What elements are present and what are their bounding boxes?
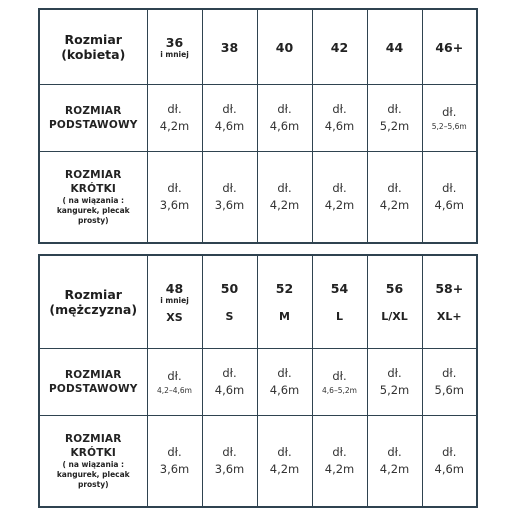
- men-size-cell: 50 S: [202, 255, 257, 349]
- men-basic-value: dł. 4,6m: [257, 349, 312, 416]
- men-basic-value: dł. 4,2–4,6m: [147, 349, 202, 416]
- men-basic-row: [39, 349, 477, 416]
- men-size-table: [38, 254, 478, 508]
- men-basic-value: dł. 5,2m: [367, 349, 422, 416]
- women-size-cell: 42: [312, 9, 367, 85]
- women-short-value: dł. 4,2m: [257, 152, 312, 244]
- men-basic-label: ROZMIAR PODSTAWOWY: [39, 349, 147, 416]
- men-size-cell: 54 L: [312, 255, 367, 349]
- men-short-value: dł. 4,2m: [312, 416, 367, 508]
- women-basic-value: dł. 4,6m: [202, 85, 257, 152]
- men-short-label: ROZMIAR KRÓTKI ( na wiązania : kangurek, plecak prosty): [39, 416, 147, 508]
- women-short-label: ROZMIAR KRÓTKI ( na wiązania : kangurek, plecak prosty): [39, 152, 147, 244]
- women-basic-value: dł. 4,2m: [147, 85, 202, 152]
- women-basic-value: dł. 4,6m: [257, 85, 312, 152]
- men-short-value: dł. 3,6m: [202, 416, 257, 508]
- men-basic-value: dł. 5,6m: [422, 349, 477, 416]
- women-size-cell: 46+: [422, 9, 477, 85]
- women-basic-value: dł. 4,6m: [312, 85, 367, 152]
- men-short-value: dł. 4,2m: [367, 416, 422, 508]
- men-size-cell: 52 M: [257, 255, 312, 349]
- men-header-label: Rozmiar (mężczyzna): [39, 255, 147, 349]
- women-header-label: Rozmiar (kobieta): [39, 9, 147, 85]
- women-short-row: [39, 152, 477, 244]
- women-short-value: dł. 4,2m: [367, 152, 422, 244]
- women-size-cell: 38: [202, 9, 257, 85]
- women-basic-row: [39, 85, 477, 152]
- men-size-cell: 56 L/XL: [367, 255, 422, 349]
- men-size-cell: 58+ XL+: [422, 255, 477, 349]
- women-size-cell: 40: [257, 9, 312, 85]
- women-short-value: dł. 3,6m: [147, 152, 202, 244]
- women-header-row: [39, 9, 477, 85]
- women-size-table: [38, 8, 478, 244]
- men-short-value: dł. 3,6m: [147, 416, 202, 508]
- women-size-cell: 36 i mniej: [147, 9, 202, 85]
- women-basic-label: ROZMIAR PODSTAWOWY: [39, 85, 147, 152]
- men-short-value: dł. 4,6m: [422, 416, 477, 508]
- men-header-row: [39, 255, 477, 349]
- men-size-cell: 48 i mniej XS: [147, 255, 202, 349]
- men-short-value: dł. 4,2m: [257, 416, 312, 508]
- women-basic-value: dł. 5,2–5,6m: [422, 85, 477, 152]
- women-short-value: dł. 4,6m: [422, 152, 477, 244]
- women-size-cell: 44: [367, 9, 422, 85]
- women-short-value: dł. 3,6m: [202, 152, 257, 244]
- men-short-row: [39, 416, 477, 508]
- women-basic-value: dł. 5,2m: [367, 85, 422, 152]
- women-short-value: dł. 4,2m: [312, 152, 367, 244]
- men-basic-value: dł. 4,6m: [202, 349, 257, 416]
- men-basic-value: dł. 4,6–5,2m: [312, 349, 367, 416]
